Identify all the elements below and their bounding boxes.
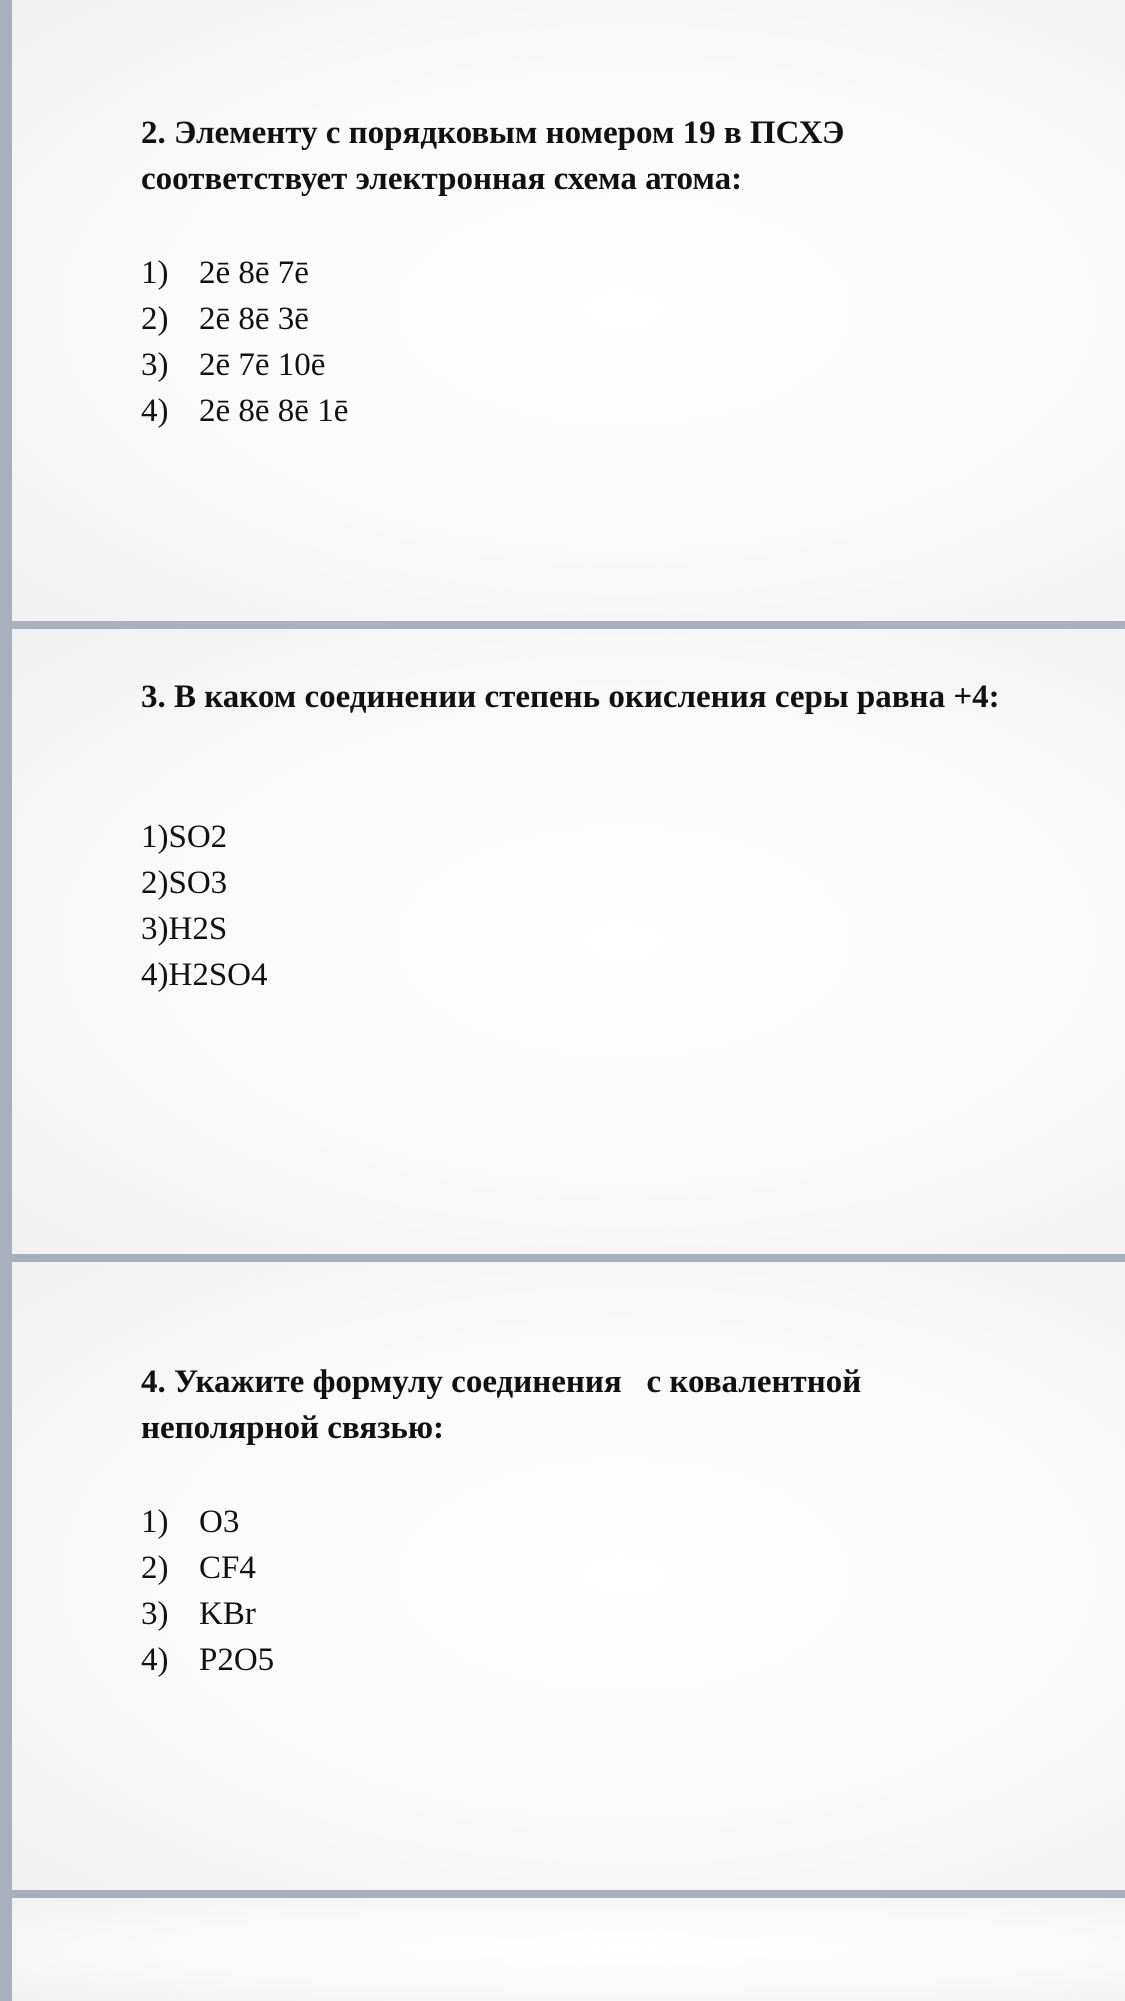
- answer-option: [141, 1637, 274, 1683]
- answer-number: 1): [141, 255, 169, 291]
- question-4-text: [141, 1359, 1041, 1451]
- answer-option: 2)SO3: [141, 865, 228, 901]
- answer-number: 3): [141, 1596, 169, 1632]
- slide-next-partial: [12, 1898, 1125, 2001]
- answer-number: 4): [141, 393, 169, 429]
- answer-option: [141, 388, 348, 434]
- answer-text: KBr: [199, 1596, 256, 1632]
- answer-text: 2ē 8ē 8ē 1ē: [199, 393, 349, 429]
- question-2-text: [141, 110, 1041, 202]
- answer-option: [141, 342, 348, 388]
- answer-text: 2ē 8ē 7ē: [199, 255, 309, 291]
- question-body: В каком соединении степень окисления серы равна +4:: [174, 679, 1000, 715]
- slide-question-3: [12, 629, 1125, 1254]
- answer-option: 4)H2SO4: [141, 957, 268, 993]
- answer-number: 1): [141, 1504, 169, 1540]
- answer-number: 2): [141, 1550, 169, 1586]
- answer-list: [141, 814, 268, 998]
- answer-option: 1)SO2: [141, 819, 228, 855]
- answer-text: CF4: [199, 1550, 256, 1586]
- question-body: Укажите формулу соединения с ковалентной неполярной связью:: [141, 1364, 870, 1446]
- question-number: 4.: [141, 1364, 166, 1400]
- answer-option: [141, 1545, 274, 1591]
- answer-text: 2ē 7ē 10ē: [199, 347, 326, 383]
- answer-text: O3: [199, 1504, 240, 1540]
- answer-option: [141, 296, 348, 342]
- answer-list: [141, 1499, 274, 1683]
- answer-number: 4): [141, 1642, 169, 1678]
- question-number: 3.: [141, 679, 166, 715]
- question-body: Элементу с порядковым номером 19 в ПСХЭ соответствует электронная схема атома:: [141, 115, 845, 197]
- answer-number: 2): [141, 301, 169, 337]
- question-3-text: [141, 674, 1041, 720]
- question-number: 2.: [141, 115, 166, 151]
- slide-question-2: [12, 0, 1125, 621]
- answer-option: 3)H2S: [141, 911, 228, 947]
- answer-text: 2ē 8ē 3ē: [199, 301, 309, 337]
- slide-question-4: [12, 1262, 1125, 1890]
- answer-option: [141, 250, 348, 296]
- answer-text: P2O5: [199, 1642, 275, 1678]
- answer-number: 3): [141, 347, 169, 383]
- answer-list: [141, 250, 348, 434]
- answer-option: [141, 1591, 274, 1637]
- answer-option: [141, 1499, 274, 1545]
